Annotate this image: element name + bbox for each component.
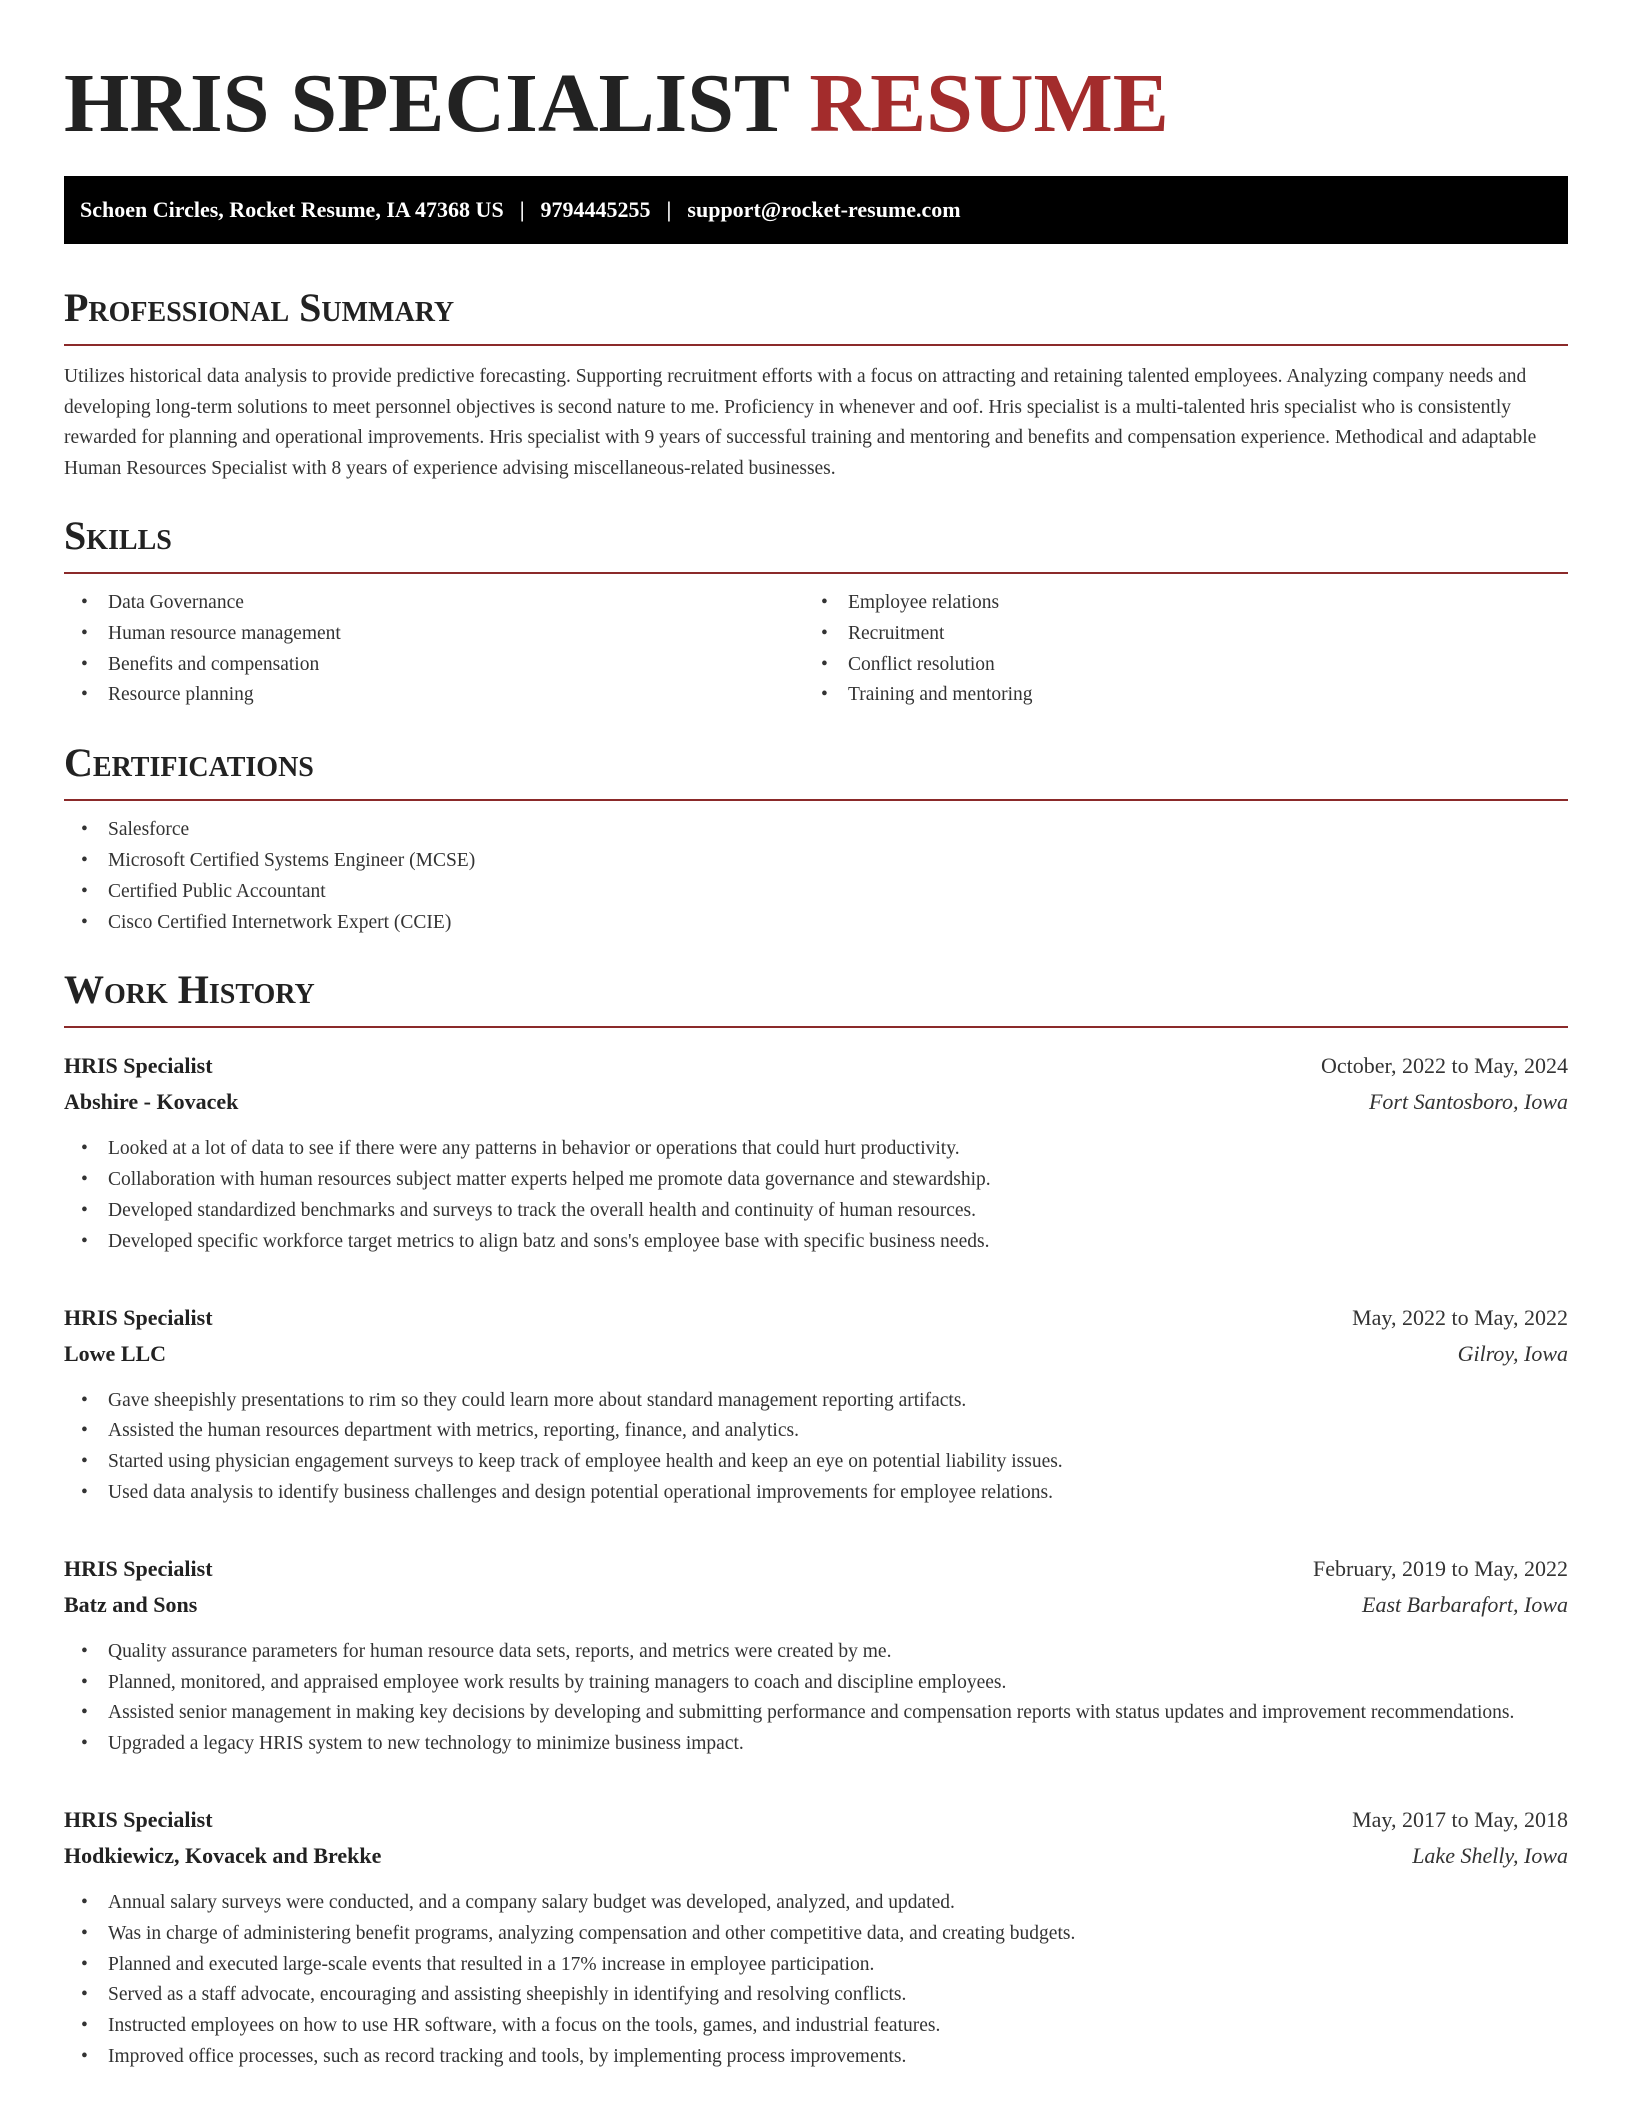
bullet-icon: • — [81, 1640, 88, 1662]
resume-title — [64, 0, 1568, 150]
bullet-icon: • — [81, 1420, 88, 1442]
job-entry — [64, 1300, 1568, 1509]
bullet-icon: • — [81, 819, 88, 841]
job-title: HRIS Specialist — [64, 1806, 213, 1832]
job-subheader — [64, 1838, 1568, 1874]
bullet-icon: • — [81, 622, 88, 644]
skill-item — [64, 619, 804, 650]
job-bullet — [64, 1134, 1568, 1165]
job-bullet-text: Used data analysis to identify business challenges and design potential operational improvements for employee relations. — [108, 1481, 1053, 1503]
contact-address: Schoen Circles, Rocket Resume, IA 47368 US — [80, 197, 504, 222]
job-location: Fort Santosboro, Iowa — [1368, 1089, 1568, 1115]
job-bullet — [64, 1227, 1568, 1258]
job-company: Hodkiewicz, Kovacek and Brekke — [64, 1842, 382, 1868]
bullet-icon: • — [81, 684, 88, 706]
skills-list-left — [64, 588, 804, 711]
job-title: HRIS Specialist — [64, 1304, 213, 1330]
work-history-heading: Work History — [64, 967, 315, 1013]
job-bullet — [64, 1950, 1568, 1981]
job-bullet-text: Improved office processes, such as record tracking and tools, by implementing process improvements. — [108, 2045, 907, 2067]
certifications-heading: Certifications — [64, 740, 314, 786]
section-divider — [64, 344, 1568, 346]
job-bullet — [64, 1447, 1568, 1478]
job-subheader — [64, 1336, 1568, 1372]
job-bullet — [64, 2011, 1568, 2042]
job-header — [64, 1048, 1568, 1084]
bullet-icon: • — [81, 2045, 88, 2067]
certification-item — [64, 815, 1568, 846]
certification-label: Certified Public Accountant — [108, 880, 326, 902]
bullet-icon: • — [81, 653, 88, 675]
skill-item — [64, 680, 804, 711]
job-bullet-text: Upgraded a legacy HRIS system to new technology to minimize business impact. — [108, 1733, 744, 1755]
bullet-icon: • — [81, 1891, 88, 1913]
skill-label: Benefits and compensation — [108, 653, 320, 675]
job-bullet-text: Collaboration with human resources subject matter experts helped me promote data governance and stewardship. — [108, 1169, 991, 1191]
bullet-icon: • — [81, 1138, 88, 1160]
title-main: HRIS SPECIALIST — [64, 57, 789, 150]
job-entry — [64, 1551, 1568, 1760]
job-bullet-text: Developed standardized benchmarks and surveys to track the overall health and continuity of human resources. — [108, 1199, 976, 1221]
certification-label: Microsoft Certified Systems Engineer (MCSE) — [108, 849, 476, 871]
job-bullet — [64, 1478, 1568, 1509]
job-bullets — [64, 1637, 1568, 1760]
contact-email[interactable]: support@rocket-resume.com — [687, 197, 961, 222]
job-bullets — [64, 1888, 1568, 2073]
bullet-icon: • — [81, 1671, 88, 1693]
job-bullet — [64, 1698, 1568, 1729]
job-bullets — [64, 1134, 1568, 1257]
section-divider — [64, 1026, 1568, 1028]
job-bullet-text: Planned, monitored, and appraised employee work results by training managers to coach and discipline employees. — [108, 1671, 1007, 1693]
job-company: Batz and Sons — [64, 1591, 198, 1617]
work-history-section — [64, 966, 1568, 2072]
skills-grid — [64, 588, 1568, 711]
bullet-icon: • — [81, 1922, 88, 1944]
job-bullet-text: Served as a staff advocate, encouraging and assisting sheepishly in identifying and resolving conflicts. — [108, 1984, 907, 2006]
skill-label: Resource planning — [108, 684, 254, 706]
job-bullet-text: Quality assurance parameters for human resource data sets, reports, and metrics were created by me. — [108, 1640, 892, 1662]
job-location: Gilroy, Iowa — [1457, 1340, 1568, 1366]
skill-label: Employee relations — [848, 592, 1000, 613]
job-location: East Barbarafort, Iowa — [1362, 1591, 1568, 1617]
contact-separator: | — [666, 197, 672, 222]
job-dates: February, 2019 to May, 2022 — [1313, 1555, 1568, 1581]
skill-item — [804, 588, 1544, 619]
bullet-icon: • — [81, 1702, 88, 1724]
job-company: Abshire - Kovacek — [64, 1089, 239, 1115]
job-bullet — [64, 1888, 1568, 1919]
summary-section — [64, 284, 1568, 484]
job-bullet — [64, 1165, 1568, 1196]
bullet-icon: • — [81, 1199, 88, 1221]
job-bullet-text: Instructed employees on how to use HR software, with a focus on the tools, games, and industrial features. — [108, 2015, 941, 2037]
bullet-icon: • — [821, 653, 828, 675]
contact-phone[interactable]: 9794445255 — [540, 197, 651, 222]
skill-label: Recruitment — [848, 622, 945, 644]
certifications-list — [64, 815, 1568, 938]
bullet-icon: • — [81, 1984, 88, 2006]
bullet-icon: • — [81, 1953, 88, 1975]
bullet-icon: • — [81, 1230, 88, 1252]
job-bullet — [64, 1668, 1568, 1699]
certification-item — [64, 908, 1568, 939]
bullet-icon: • — [81, 1481, 88, 1503]
skill-item — [804, 619, 1544, 650]
skill-label: Training and mentoring — [848, 684, 1033, 706]
job-bullet-text: Assisted the human resources department with metrics, reporting, finance, and analytics. — [108, 1420, 799, 1442]
job-bullets — [64, 1386, 1568, 1509]
skill-label: Human resource management — [108, 622, 341, 644]
bullet-icon: • — [81, 1733, 88, 1755]
job-bullet — [64, 1637, 1568, 1668]
bullet-icon: • — [81, 849, 88, 871]
skill-item — [804, 650, 1544, 681]
job-bullet-text: Assisted senior management in making key decisions by developing and submitting performance and compensation reports with status updates and improvement recommendations. — [108, 1702, 1515, 1724]
skills-section — [64, 512, 1568, 711]
bullet-icon: • — [81, 2015, 88, 2037]
bullet-icon: • — [81, 880, 88, 902]
contact-separator: | — [519, 197, 525, 222]
skill-label: Conflict resolution — [848, 653, 995, 675]
title-accent: RESUME — [809, 57, 1169, 150]
certification-label: Salesforce — [108, 819, 190, 841]
job-bullet-text: Annual salary surveys were conducted, and a company salary budget was developed, analyzed, and updated. — [108, 1891, 955, 1913]
job-bullet — [64, 1980, 1568, 2011]
job-entry — [64, 1802, 1568, 2073]
skill-item — [64, 650, 804, 681]
job-bullet — [64, 1919, 1568, 1950]
job-location: Lake Shelly, Iowa — [1412, 1842, 1568, 1868]
job-bullet-text: Gave sheepishly presentations to rim so they could learn more about standard management reporting artifacts. — [108, 1389, 967, 1411]
skill-item — [64, 588, 804, 619]
summary-heading: Professional Summary — [64, 285, 455, 330]
bullet-icon: • — [821, 592, 828, 613]
job-company: Lowe LLC — [64, 1340, 167, 1366]
skills-list-right — [804, 588, 1544, 711]
job-header — [64, 1300, 1568, 1336]
job-subheader — [64, 1084, 1568, 1120]
job-dates: May, 2017 to May, 2018 — [1352, 1806, 1568, 1832]
bullet-icon: • — [821, 622, 828, 644]
job-bullet-text: Was in charge of administering benefit programs, analyzing compensation and other competitive data, and creating budgets. — [108, 1922, 1076, 1944]
job-bullet — [64, 1196, 1568, 1227]
bullet-icon: • — [81, 1169, 88, 1191]
job-title: HRIS Specialist — [64, 1555, 213, 1581]
job-bullet-text: Looked at a lot of data to see if there were any patterns in behavior or operations that could hurt productivity. — [108, 1138, 960, 1160]
bullet-icon: • — [81, 1451, 88, 1473]
section-divider — [64, 572, 1568, 574]
section-divider — [64, 799, 1568, 801]
skills-heading: Skills — [64, 513, 172, 558]
resume-page — [64, 0, 1568, 2073]
skill-label: Data Governance — [108, 592, 244, 613]
bullet-icon: • — [821, 684, 828, 706]
job-bullet — [64, 2042, 1568, 2073]
job-bullet-text: Started using physician engagement surveys to keep track of employee health and keep an eye on potential liability issues. — [108, 1451, 1063, 1473]
certification-item — [64, 846, 1568, 877]
job-bullet — [64, 1416, 1568, 1447]
job-bullet-text: Developed specific workforce target metrics to align batz and sons's employee base with specific business needs. — [108, 1230, 990, 1252]
certifications-section — [64, 739, 1568, 938]
summary-text: Utilizes historical data analysis to provide predictive forecasting. Supporting recruitment efforts with a focus on attracting and retaining talented employees. Analyzing company needs and developing long-term solutions to meet personnel objectives is second nature to me. Proficiency in whenever and oof. Hris specialist is a multi-talented hris specialist who is consistently rewarded for planning and operational improvements. Hris specialist with 9 years of successful training and mentoring and benefits and compensation experience. Methodical and adaptable Human Resources Specialist with 8 years of experience advising miscellaneous-related businesses. — [64, 366, 1537, 479]
certification-item — [64, 877, 1568, 908]
job-dates: October, 2022 to May, 2024 — [1321, 1053, 1568, 1079]
job-header — [64, 1802, 1568, 1838]
bullet-icon: • — [81, 911, 88, 933]
job-entry — [64, 1048, 1568, 1257]
bullet-icon: • — [81, 1389, 88, 1411]
job-title: HRIS Specialist — [64, 1053, 213, 1079]
job-subheader — [64, 1587, 1568, 1623]
job-bullet-text: Planned and executed large-scale events that resulted in a 17% increase in employee participation. — [108, 1953, 875, 1975]
bullet-icon: • — [81, 592, 88, 613]
job-dates: May, 2022 to May, 2022 — [1352, 1304, 1568, 1330]
job-bullet — [64, 1729, 1568, 1760]
contact-bar — [64, 176, 1568, 244]
job-header — [64, 1551, 1568, 1587]
certification-label: Cisco Certified Internetwork Expert (CCIE) — [108, 911, 452, 933]
job-bullet — [64, 1386, 1568, 1417]
skill-item — [804, 680, 1544, 711]
